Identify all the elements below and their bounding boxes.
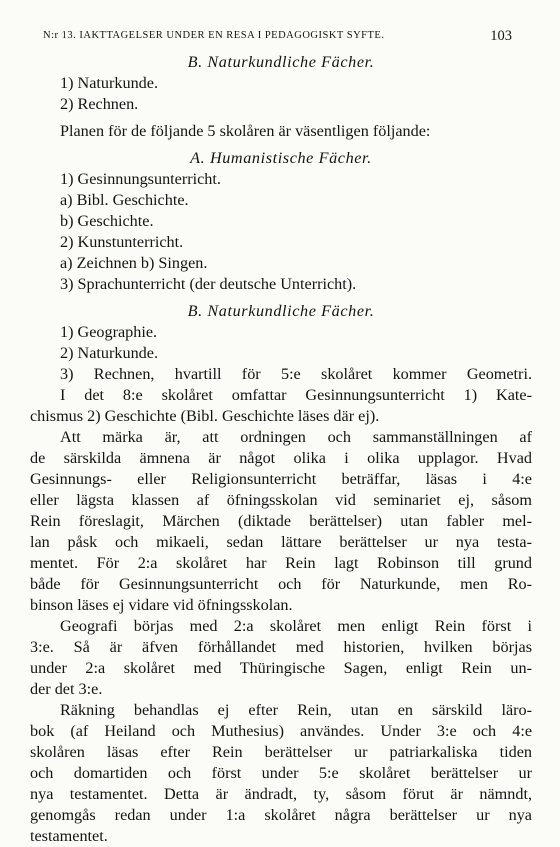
paragraph-line: Gesinnungs- eller Religionsunterricht beträffar, läsas i 4:e (30, 470, 532, 488)
paragraph-line: bok (af Heiland och Muthesius) användes. Under 3:e och 4:e (30, 722, 532, 740)
paragraph-line: der det 3:e. (30, 680, 103, 698)
list-item: 3) Rechnen, hvartill för 5:e skolåret kommer Geometri. (60, 365, 532, 383)
paragraph-line: Planen för de följande 5 skolåren är väsentligen följande: (60, 122, 431, 140)
page-body (30, 52, 532, 847)
paragraph-line: eller lägsta klassen af öfningsskolan vid seminariet ej, såsom (30, 491, 532, 509)
list-item: 2) Rechnen. (60, 95, 139, 113)
page-number: 103 (490, 28, 512, 44)
paragraph-line: genomgås redan under 1:a skolåret några berättelser ur nya (30, 806, 532, 824)
paragraph-line: chismus 2) Geschichte (Bibl. Geschichte läses där ej). (30, 407, 380, 425)
paragraph-line: 3:e. Så är äfven förhållandet med historien, hvilken börjas (30, 638, 532, 656)
list-item: 2) Kunstunterricht. (60, 233, 184, 251)
section-heading: B. Naturkundliche Fächer. (187, 53, 375, 71)
list-item: 1) Geographie. (60, 323, 158, 341)
list-item: 1) Naturkunde. (60, 74, 158, 92)
paragraph-line: Räkning behandlas ej efter Rein, utan en särskild läro- (60, 701, 532, 719)
paragraph-line: Rein föreslagit, Märchen (diktade berättelser) utan fabler mel- (30, 512, 532, 530)
list-item: a) Zeichnen b) Singen. (60, 254, 208, 272)
list-item: b) Geschichte. (60, 212, 154, 230)
list-item: 2) Naturkunde. (60, 344, 158, 362)
list-item: 3) Sprachunterricht (der deutsche Unterricht). (60, 275, 357, 293)
paragraph-line: under 2:a skolåret med Thüringische Sagen, enligt Rein un- (30, 659, 532, 677)
section-heading: B. Naturkundliche Fächer. (187, 302, 375, 320)
paragraph-line: både för Gesinnungsunterricht och för Naturkunde, men Ro- (30, 575, 532, 593)
paragraph-line: Geografi börjas med 2:a skolåret men enligt Rein först i (60, 617, 532, 635)
paragraph-line: nya testamentet. Detta är ändradt, ty, såsom förut är nämndt, (30, 785, 532, 803)
paragraph-line: testamentet. (30, 827, 108, 845)
section-heading: A. Humanistische Fächer. (190, 149, 372, 167)
paragraph-line: lan påsk och mikaeli, sedan lättare berättelser ur nya testa- (30, 533, 532, 551)
list-item: a) Bibl. Geschichte. (60, 191, 189, 209)
paragraph-line: och domartiden och först under 5:e skolåret berättelser ur (30, 764, 532, 782)
list-item: 1) Gesinnungsunterricht. (60, 170, 221, 188)
paragraph-line: de särskilda ämnena är något olika i olika upplagor. Hvad (30, 449, 532, 467)
paragraph-line: mentet. För 2:a skolåret har Rein lagt Robinson till grund (30, 554, 532, 572)
running-header (0, 28, 560, 46)
paragraph-line: skolåren läsas efter Rein berättelser ur patriarkaliska tiden (30, 743, 532, 761)
paragraph-line: Att märka är, att ordningen och sammanställningen af (60, 428, 532, 446)
paragraph-line: binson läses ej vidare vid öfningsskolan. (30, 596, 293, 614)
paragraph-line: I det 8:e skolåret omfattar Gesinnungsunterricht 1) Kate- (60, 386, 532, 404)
running-title: N:r 13. IAKTTAGELSER UNDER EN RESA I PEDAGOGISKT SYFTE. (43, 30, 385, 41)
